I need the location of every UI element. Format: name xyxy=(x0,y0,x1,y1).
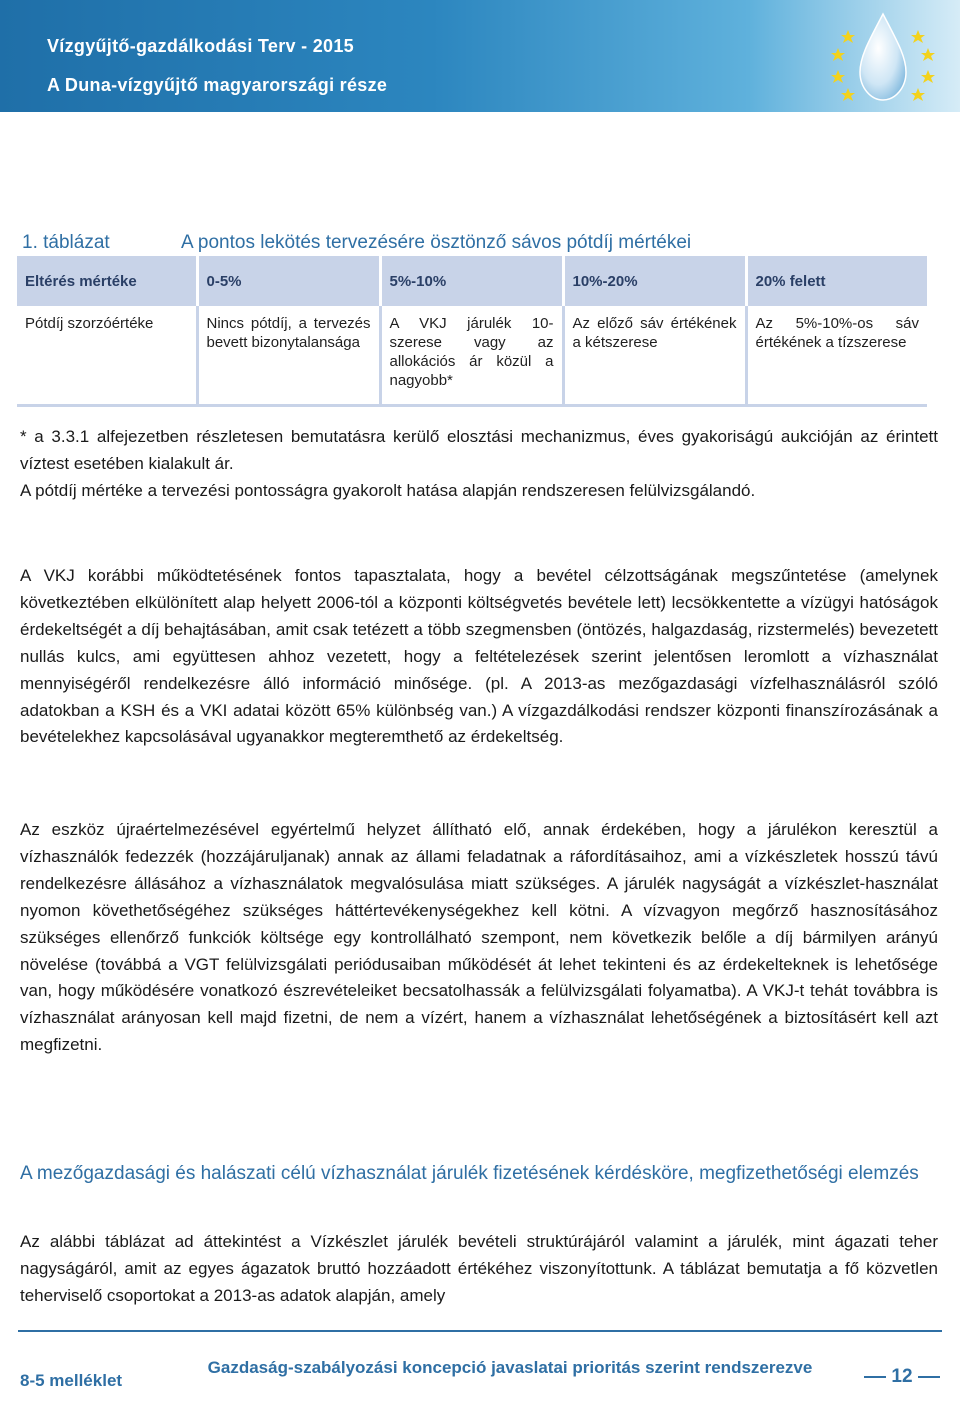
page-number xyxy=(862,1366,942,1388)
table-footnote: * a 3.3.1 alfejezetben részletesen bemutatásra kerülő elosztási mechanizmus, éves gyakoriságú aukcióján az érintett víztest esetében kialakult ár. xyxy=(20,427,938,473)
table-header-row xyxy=(17,256,927,306)
paragraph: Az alábbi táblázat ad áttekintést a Vízkészlet járulék bevételi struktúrájáról valamint a járulék, mint ágazati teher nagyságáról, amit az egyes ágazatok bruttó hozzáadott értékéhez viszonyítottunk. A táblázat bemutatja a fő közvetlen teherviselő csoportokat a 2013-as adatok alapján, amely xyxy=(20,1232,938,1305)
table-cell: Pótdíj szorzóértéke xyxy=(17,306,197,406)
section-heading: A mezőgazdasági és halászati célú vízhasználat járulék fizetésének kérdésköre, megfizethetőségi elemzés xyxy=(20,1163,919,1184)
table-header-cell: 0-5% xyxy=(197,256,380,306)
document-subtitle: A Duna-vízgyűjtő magyarországi része xyxy=(47,75,388,95)
paragraph: Az eszköz újraértelmezésével egyértelmű helyzet állítható elő, annak érdekében, hogy a járulékon keresztül a vízhasználók fedezzék (hozzájáruljanak) annak az állami feladatnak a ráfordításaihoz, ami a vízkészletek hosszú távú rendelkezésre állásához a vízhasználatok megvalósulása miatt szükséges. A járulék nagyságát a vízkészlet-használat nyomon követhetőségéhez szükséges háttértevékenységekhez kell kötni. A vízvagyon megőrző hasznosításához szükséges ellenőrző funkciók költsége egy kontrollálható szempont, nem következik belőle a díj bármilyen arányú növelése (továbbá a VGT felülvizsgálati periódusaiban működését át lehet tekinteni és az érdekelteknek is lehetősége van, hogy működésére vonatkozó észrevételeiket becsatolhassák a felülvizsgálati folyamatba). A VKJ-t tehát továbbra is vízhasználat arányosan kell majd fizetni, de nem a vízért, hanem a vízhasználat lehetőségének a biztosításért kell azt megfizetni. xyxy=(20,820,938,1055)
paragraph: A VKJ korábbi működtetésének fontos tapasztalata, hogy a bevétel célzottságának megszűntetése (amelynek következtében elkülönített alap helyett 2006-tól a központi költségvetés bevétele lett) lecsökkentette a vízügyi hatóságok érdekeltségét a díj behajtásában, amit csak tetézett a több szegmensben (öntözés, halgazdaság, rizstermelés) bevezetett nullás kulcs, ami együttesen ahhoz vezetett, hogy a feltételezések szerint jelentősen leromlott a vízhasználat mennyiségéről rendelkezésre álló információ minősége. (pl. A 2013-as mezőgazdasági vízfelhasználásról szóló adatokban a KSH és a VKI adatai között 65% különbség van.) A vízgazdálkodási rendszer központi finanszírozásának a bevételekhez kapcsolásával ugyanakkor megteremthető az érdekeltség. xyxy=(20,566,938,747)
paragraph: A pótdíj mértéke a tervezési pontosságra gyakorolt hatása alapján rendszeresen felülvizsgálandó. xyxy=(20,481,756,500)
table-header-cell: Eltérés mértéke xyxy=(17,256,197,306)
eu-stars-water-drop-logo-icon xyxy=(808,4,958,110)
page-number-dash xyxy=(918,1376,940,1378)
table-row xyxy=(17,306,927,406)
document-title: Vízgyűjtő-gazdálkodási Terv - 2015 xyxy=(47,36,354,56)
table-caption-title: A pontos lekötés tervezésére ösztönző sávos pótdíj mértékei xyxy=(181,232,692,253)
table-cell: Az előző sáv értékének a kétszerese xyxy=(563,306,746,406)
surcharge-table xyxy=(17,256,927,407)
footer-annex-label: 8-5 melléklet xyxy=(20,1371,123,1390)
table-header-cell: 10%-20% xyxy=(563,256,746,306)
footer-chapter-title: Gazdaság-szabályozási koncepció javaslatai prioritás szerint rendszerezve xyxy=(207,1358,813,1377)
table-header-cell: 20% felett xyxy=(746,256,927,306)
table-caption-number: 1. táblázat xyxy=(22,232,110,253)
document-header-band xyxy=(0,0,960,112)
table-cell: A VKJ járulék 10-szerese vagy az allokációs ár közül a nagyobb* xyxy=(380,306,563,406)
footer-divider xyxy=(18,1330,942,1332)
page-number-dash xyxy=(864,1376,886,1378)
table-cell: Az 5%-10%-os sáv értékének a tízszerese xyxy=(746,306,927,406)
table-header-cell: 5%-10% xyxy=(380,256,563,306)
page-number-value: 12 xyxy=(891,1366,913,1387)
table-cell: Nincs pótdíj, a tervezés bevett bizonytalansága xyxy=(197,306,380,406)
